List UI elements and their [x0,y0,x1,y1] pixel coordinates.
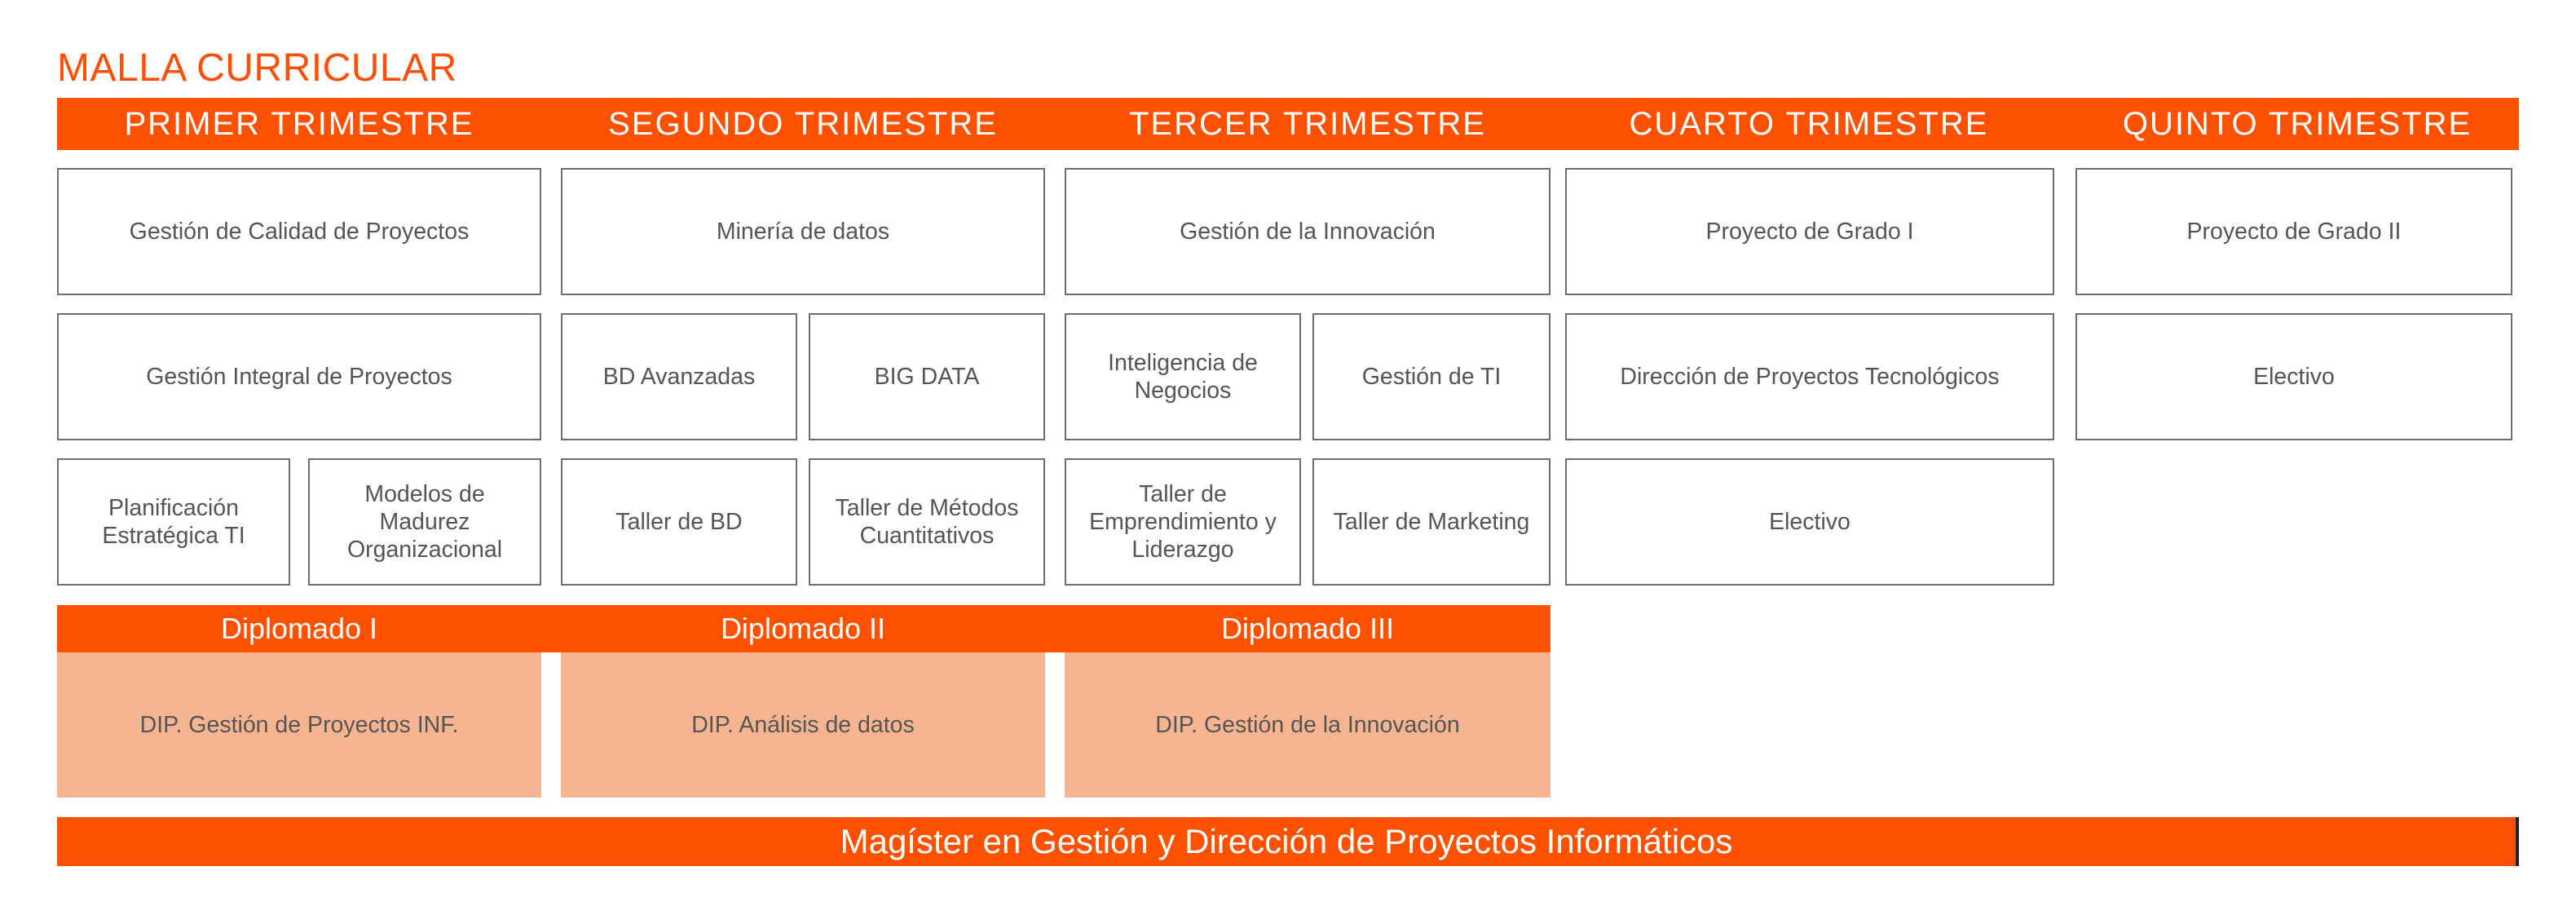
course-planificacion-estrategica-ti: Planificación Estratégica TI [57,458,290,586]
course-bd-avanzadas: BD Avanzadas [561,313,797,440]
course-direccion-proyectos-tecnologicos: Dirección de Proyectos Tecnológicos [1565,313,2054,440]
trimester-2-heading: SEGUNDO TRIMESTRE [608,106,998,142]
course-gestion-innovacion: Gestión de la Innovación [1065,168,1550,295]
program-name-banner: Magíster en Gestión y Dirección de Proyectos Informáticos [57,817,2519,866]
course-electivo-t5: Electivo [2075,313,2512,440]
course-mineria-datos: Minería de datos [561,168,1045,295]
diplomado-1-course: DIP. Gestión de Proyectos INF. [57,652,541,798]
course-taller-marketing: Taller de Marketing [1312,458,1550,586]
course-proyecto-grado-2: Proyecto de Grado II [2075,168,2512,295]
course-modelos-madurez-organizacional: Modelos de Madurez Organizacional [308,458,541,586]
course-taller-bd: Taller de BD [561,458,797,586]
course-taller-metodos-cuantitativos: Taller de Métodos Cuantitativos [809,458,1045,586]
course-taller-emprendimiento-liderazgo: Taller de Emprendimiento y Liderazgo [1065,458,1301,586]
diplomado-2-heading: Diplomado II [720,612,886,645]
course-gestion-integral-proyectos: Gestión Integral de Proyectos [57,313,541,440]
trimester-5-heading: QUINTO TRIMESTRE [2122,106,2472,142]
page-title: MALLA CURRICULAR [57,46,457,90]
diplomado-1-heading: Diplomado I [220,612,378,645]
trimester-1-heading: PRIMER TRIMESTRE [124,106,474,142]
course-proyecto-grado-1: Proyecto de Grado I [1565,168,2054,295]
trimester-4-heading: CUARTO TRIMESTRE [1629,106,1989,142]
course-gestion-calidad-proyectos: Gestión de Calidad de Proyectos [57,168,541,295]
diplomado-3-heading: Diplomado III [1220,612,1395,645]
diplomado-2-course: DIP. Análisis de datos [561,652,1045,798]
course-inteligencia-negocios: Inteligencia de Negocios [1065,313,1301,440]
diplomado-3-course: DIP. Gestión de la Innovación [1065,652,1550,798]
course-big-data: BIG DATA [809,313,1045,440]
course-electivo-t4: Electivo [1565,458,2054,586]
trimester-3-heading: TERCER TRIMESTRE [1129,106,1486,142]
course-gestion-ti: Gestión de TI [1312,313,1550,440]
